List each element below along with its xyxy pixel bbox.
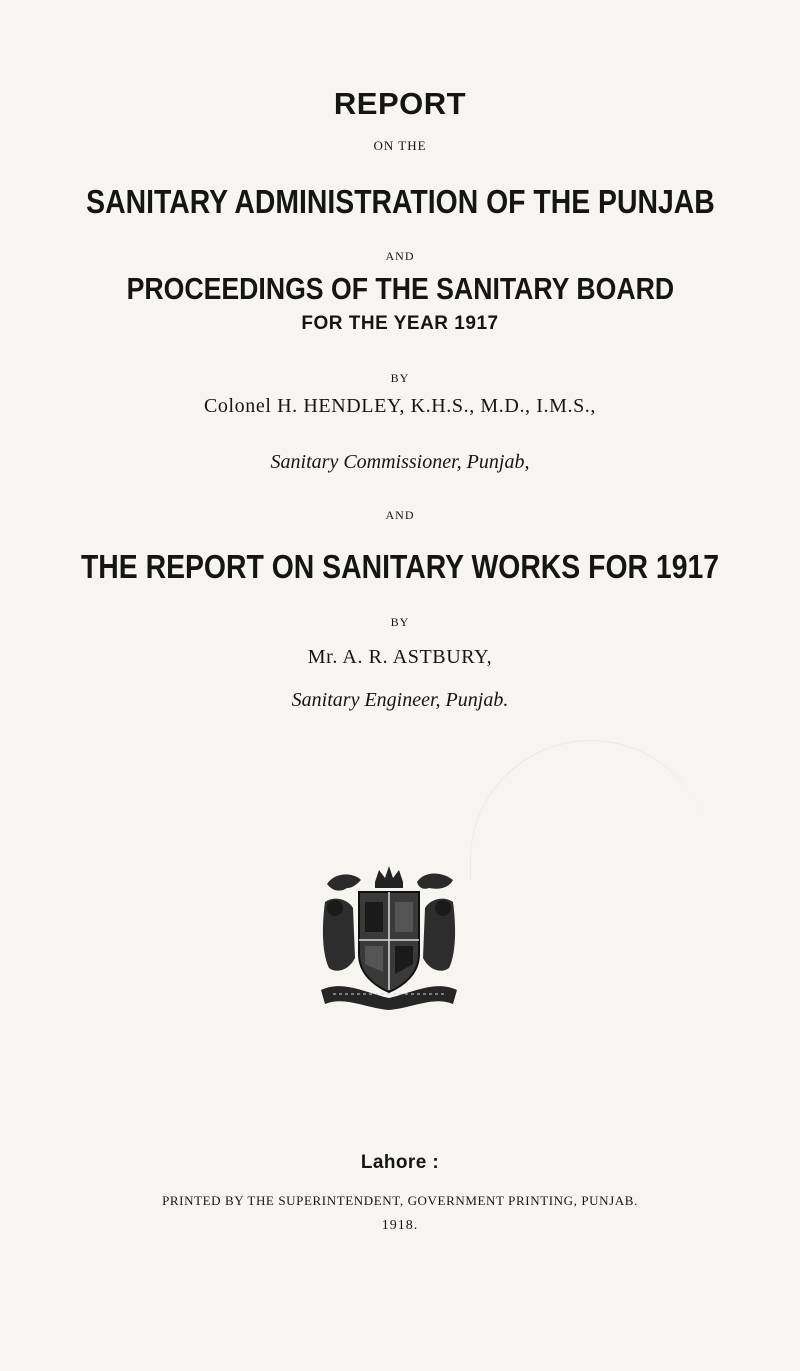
- third-heading: THE REPORT ON SANITARY WORKS FOR 1917: [80, 548, 720, 585]
- second-heading-wrap: [0, 271, 800, 307]
- main-heading: SANITARY ADMINISTRATION OF THE PUNJAB: [85, 183, 715, 220]
- paper-stain: [470, 740, 711, 881]
- royal-coat-of-arms-icon: [313, 862, 465, 1014]
- main-heading-wrap: [0, 183, 800, 221]
- author-2-role: Sanitary Engineer, Punjab.: [291, 689, 509, 711]
- by-label-2: BY: [390, 615, 410, 629]
- and-label-1: AND: [385, 249, 415, 263]
- report-title: REPORT: [333, 86, 467, 121]
- author-2-name: Mr. A. R. ASTBURY,: [307, 646, 493, 668]
- and-label-2: AND: [385, 508, 415, 522]
- year-line: FOR THE YEAR 1917: [301, 313, 499, 334]
- author-1-name: Colonel H. HENDLEY, K.H.S., M.D., I.M.S.,: [203, 395, 597, 417]
- by-label-1: BY: [390, 371, 410, 385]
- third-heading-wrap: [0, 548, 800, 586]
- print-year: 1918.: [381, 1218, 419, 1233]
- on-the-label: ON THE: [373, 138, 427, 153]
- printer-line: PRINTED BY THE SUPERINTENDENT, GOVERNMENT PRINTING, PUNJAB.: [162, 1193, 638, 1208]
- place-of-publication: Lahore :: [360, 1152, 440, 1173]
- author-1-role: Sanitary Commissioner, Punjab,: [270, 451, 530, 473]
- second-heading: PROCEEDINGS OF THE SANITARY BOARD: [126, 271, 674, 306]
